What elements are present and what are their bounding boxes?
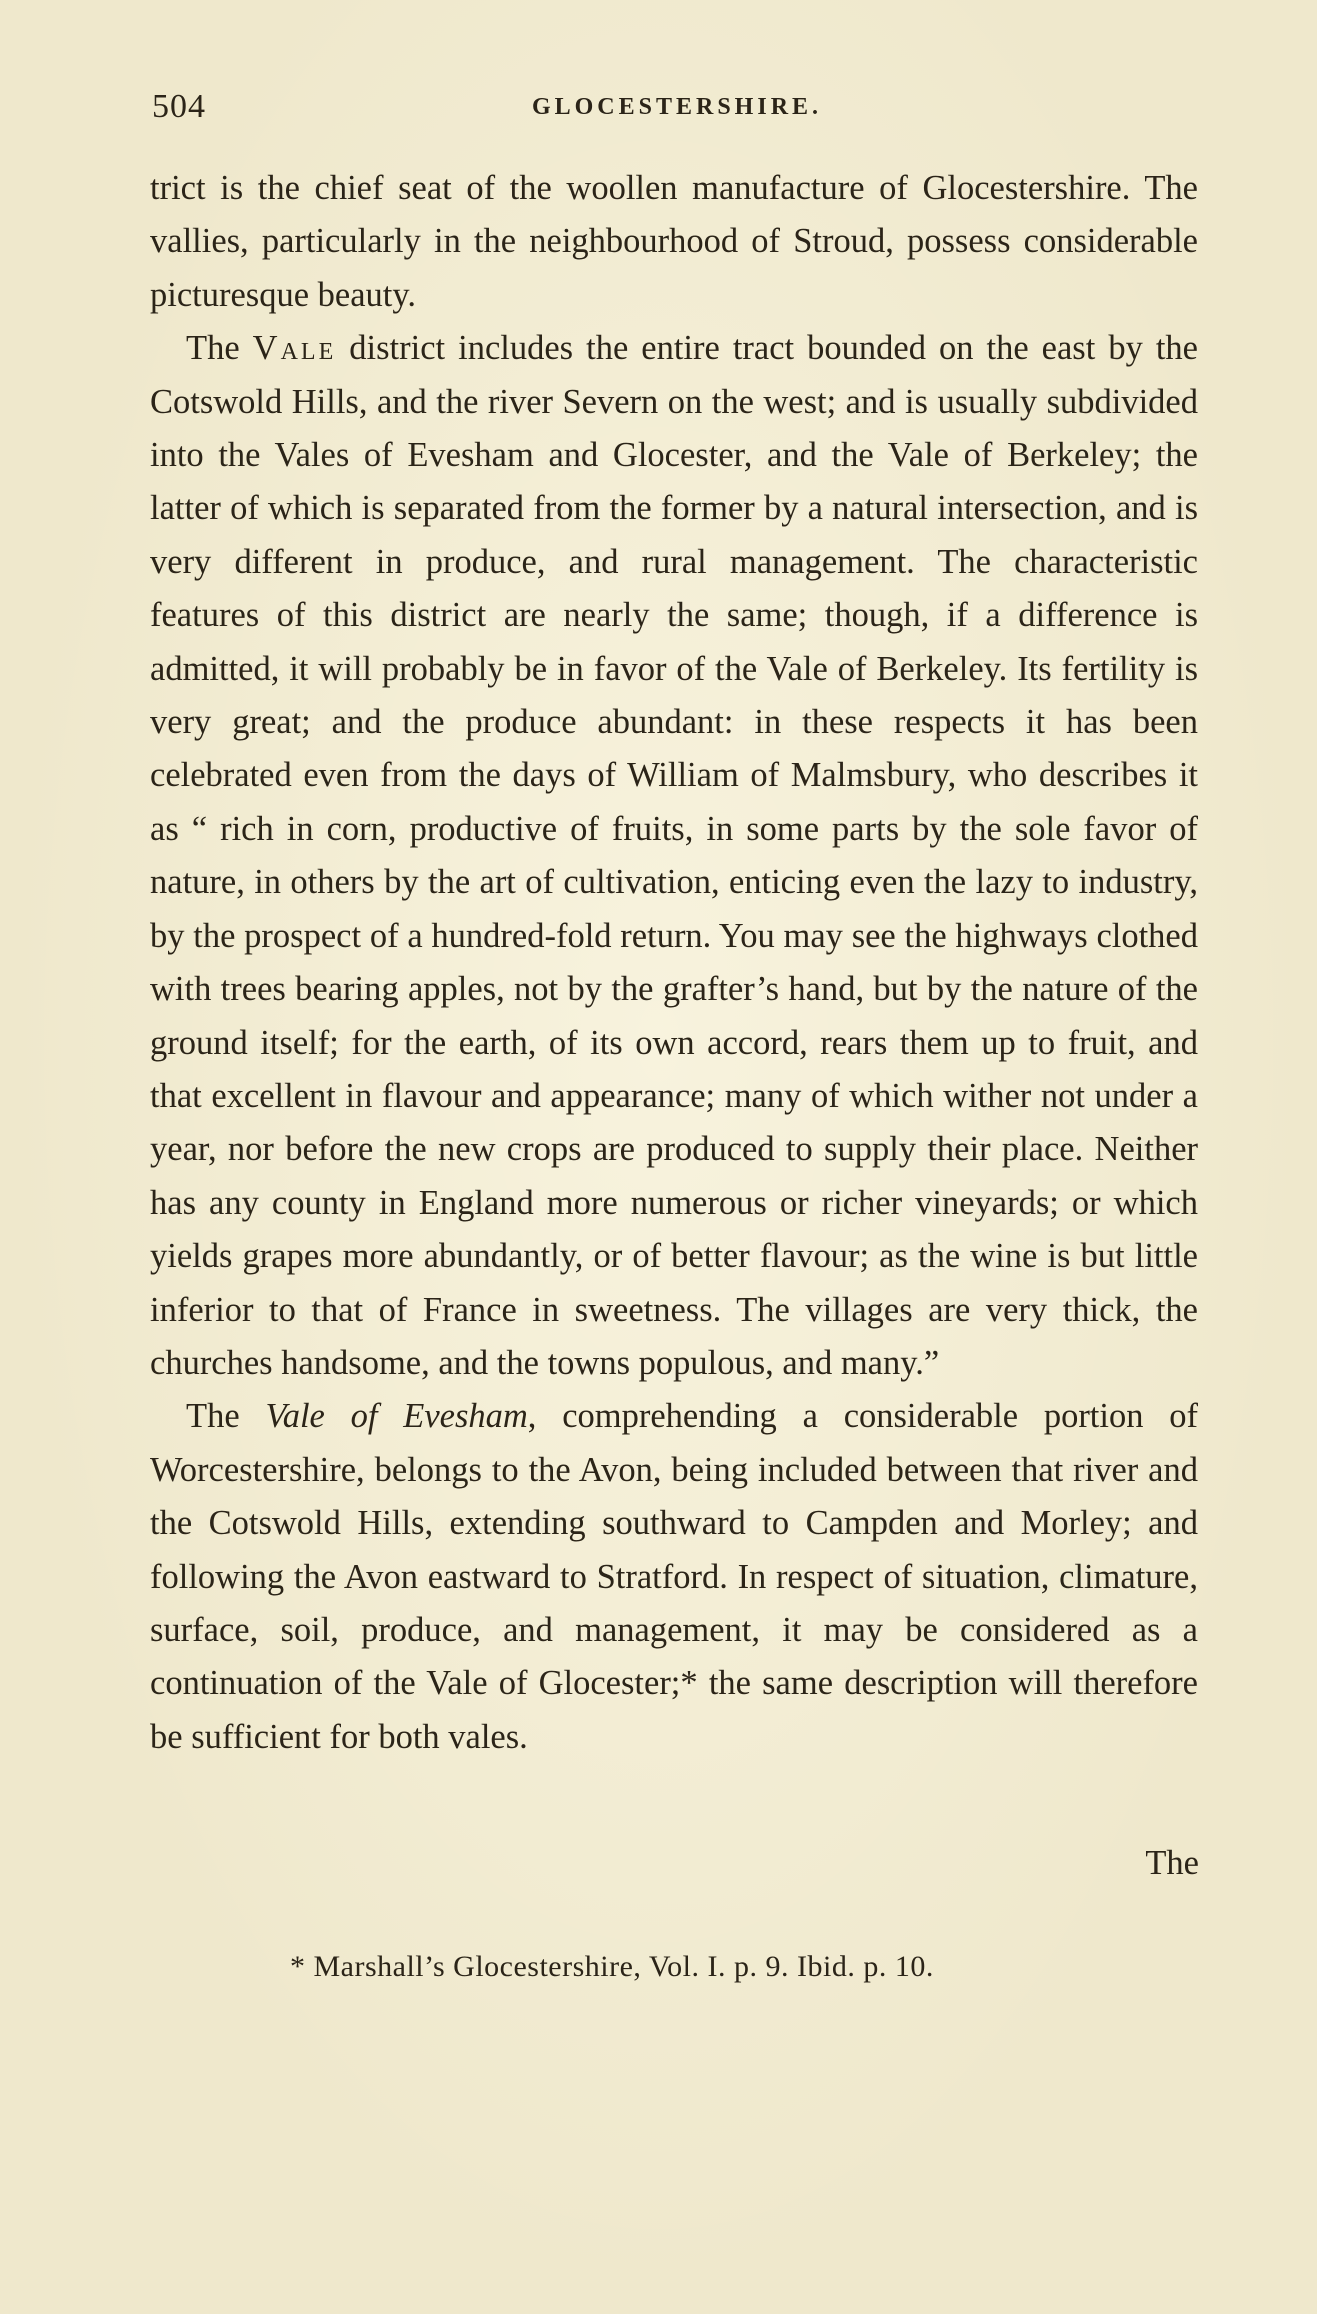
paragraph-3 (150, 1390, 1198, 1764)
page-header (152, 88, 1202, 128)
catchword: The (1145, 1844, 1199, 1882)
running-title: GLOCESTERSHIRE. (531, 94, 823, 120)
paragraph-2-text: district includes the entire tract bounded on the east by the Cotswold Hills, and the river Severn on the west; and is usually subdivided into the Vales of Evesham and Glocester, and the Vale of Berkeley; the latter of which is separated from the former by a natural intersection, and is very different in produce, and rural management. The characteristic features of this district are nearly the same; though, if a difference is admitted, it will probably be in favor of the Vale of Berkeley. Its fertility is very great; and the produce abundant: in these respects it has been celebrated even from the days of William of Malmsbury, who describes it as “ rich in corn, productive of fruits, in some parts by the sole favor of nature, in others by the art of cultivation, enticing even the lazy to industry, by the prospect of a hundred-fold return. You may see the highways clothed with trees bearing apples, not by the grafter’s hand, but by the nature of the ground itself; for the earth, of its own accord, rears them up to fruit, and that excellent in flavour and appearance; many of which wither not under a year, nor before the new crops are produced to supply their place. Neither has any county in England more numerous or richer vineyards; or which yields grapes more abundantly, or of better flavour; as the wine is but little inferior to that of France in sweetness. The villages are very thick, the churches handsome, and the towns populous, and many.” (150, 329, 1198, 1382)
page-number: 504 (152, 88, 206, 125)
vale-smallcaps: Vale (252, 329, 337, 368)
paragraph-2-start: The (186, 329, 253, 368)
body-text (150, 162, 1198, 1764)
paragraph-3-start: The (186, 1397, 266, 1436)
footnote: * Marshall’s Glocestershire, Vol. I. p. 9. Ibid. p. 10. (290, 1950, 934, 1983)
vale-of-evesham-italic: Vale of Evesham (265, 1397, 528, 1436)
paragraph-3-text: , comprehending a considerable portion of Worcestershire, belongs to the Avon, being included between that river and the Cotswold Hills, extending southward to Campden and Morley; and following the Avon eastward to Stratford. In respect of situation, climature, surface, soil, produce, and management, it may be considered as a continuation of the Vale of Glocester;* the same description will therefore be sufficient for both vales. (150, 1397, 1199, 1756)
paragraph-2 (150, 322, 1198, 1390)
paragraph-1: trict is the chief seat of the woollen manufacture of Glocestershire. The vallies, particularly in the neighbourhood of Stroud, possess considerable picturesque beauty. (150, 169, 1198, 314)
